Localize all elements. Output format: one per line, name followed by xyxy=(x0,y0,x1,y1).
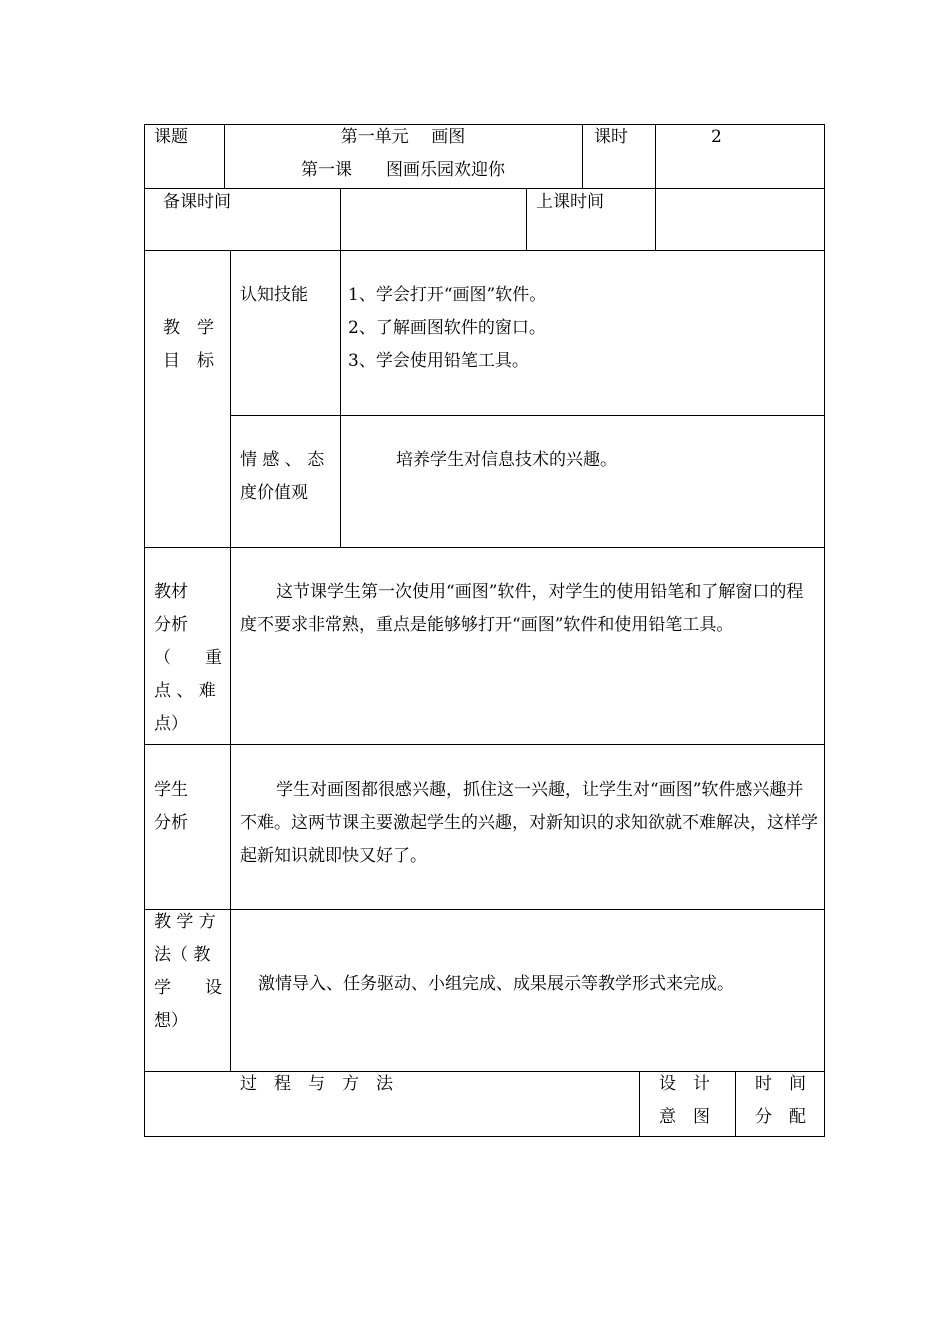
time-label-line2: 分 配 xyxy=(755,1107,806,1127)
design-label-line1: 设 计 xyxy=(659,1074,710,1094)
material-analysis-text: 这节课学生第一次使用“画图”软件，对学生的使用铅笔和了解窗口的程度不要求非常熟，重点是能够够打开“画图”软件和使用铅笔工具。 xyxy=(240,582,804,635)
method-label-line1: 教 学 方 xyxy=(154,912,216,932)
material-label-line4: 点 、 难 xyxy=(154,681,216,701)
row-divider xyxy=(144,547,825,548)
period-label: 课时 xyxy=(594,127,628,147)
period-value: 2 xyxy=(711,127,722,147)
time-label-line1: 时 间 xyxy=(755,1074,806,1094)
col-divider xyxy=(340,250,341,547)
attitude-label-line1: 情 感 、 态 xyxy=(240,450,325,470)
method-label-line3: 学 设 xyxy=(154,978,222,998)
method-label-line4: 想） xyxy=(154,1011,188,1031)
table-border-bottom xyxy=(144,1136,825,1137)
attitude-label-line2: 度价值观 xyxy=(240,483,308,503)
attitude-text: 培养学生对信息技术的兴趣。 xyxy=(396,450,617,470)
table-border-left xyxy=(144,124,145,1137)
cognitive-label: 认知技能 xyxy=(240,285,308,305)
row-divider xyxy=(144,250,825,251)
student-label-line1: 学生 xyxy=(154,780,188,800)
table-border-right xyxy=(824,124,825,1137)
process-label: 过 程 与 方 法 xyxy=(240,1074,393,1094)
row-divider xyxy=(144,188,825,189)
material-label-line5: 点） xyxy=(154,714,188,734)
col-divider xyxy=(526,188,527,250)
class-time-label: 上课时间 xyxy=(536,192,604,212)
row-divider xyxy=(230,415,825,416)
row-divider xyxy=(144,909,825,910)
col-divider xyxy=(735,1071,736,1136)
cognitive-item-3: 3、学会使用铅笔工具。 xyxy=(348,351,529,371)
col-divider xyxy=(655,124,656,188)
prep-time-label: 备课时间 xyxy=(163,192,231,212)
unit-title: 第一单元 画图 xyxy=(340,127,466,147)
material-label-line1: 教材 xyxy=(154,582,188,602)
material-label-line2: 分析 xyxy=(154,615,188,635)
student-label-line2: 分析 xyxy=(154,813,188,833)
cognitive-item-2: 2、了解画图软件的窗口。 xyxy=(348,318,546,338)
objectives-label-line1: 教 学 xyxy=(163,318,214,338)
row-divider xyxy=(144,744,825,745)
topic-label: 课题 xyxy=(154,127,188,147)
material-label-line3: （ 重 xyxy=(154,648,222,668)
col-divider xyxy=(340,188,341,250)
cognitive-item-1: 1、学会打开“画图”软件。 xyxy=(348,285,547,305)
design-label-line2: 意 图 xyxy=(659,1107,710,1127)
method-label-line2: 法（ 教 xyxy=(154,945,211,965)
objectives-label-line2: 目 标 xyxy=(163,351,214,371)
col-divider xyxy=(655,188,656,250)
student-analysis-text: 学生对画图都很感兴趣，抓住这一兴趣，让学生对“画图”软件感兴趣并不难。这两节课主要激起学生的兴趣，对新知识的求知欲就不难解决，这样学起新知识就即快又好了。 xyxy=(240,780,818,866)
col-divider xyxy=(582,124,583,188)
col-divider xyxy=(639,1071,640,1136)
lesson-title: 第一课 图画乐园欢迎你 xyxy=(301,160,505,180)
teaching-method-text: 激情导入、任务驱动、小组完成、成果展示等教学形式来完成。 xyxy=(258,974,734,994)
col-divider xyxy=(230,250,231,1071)
